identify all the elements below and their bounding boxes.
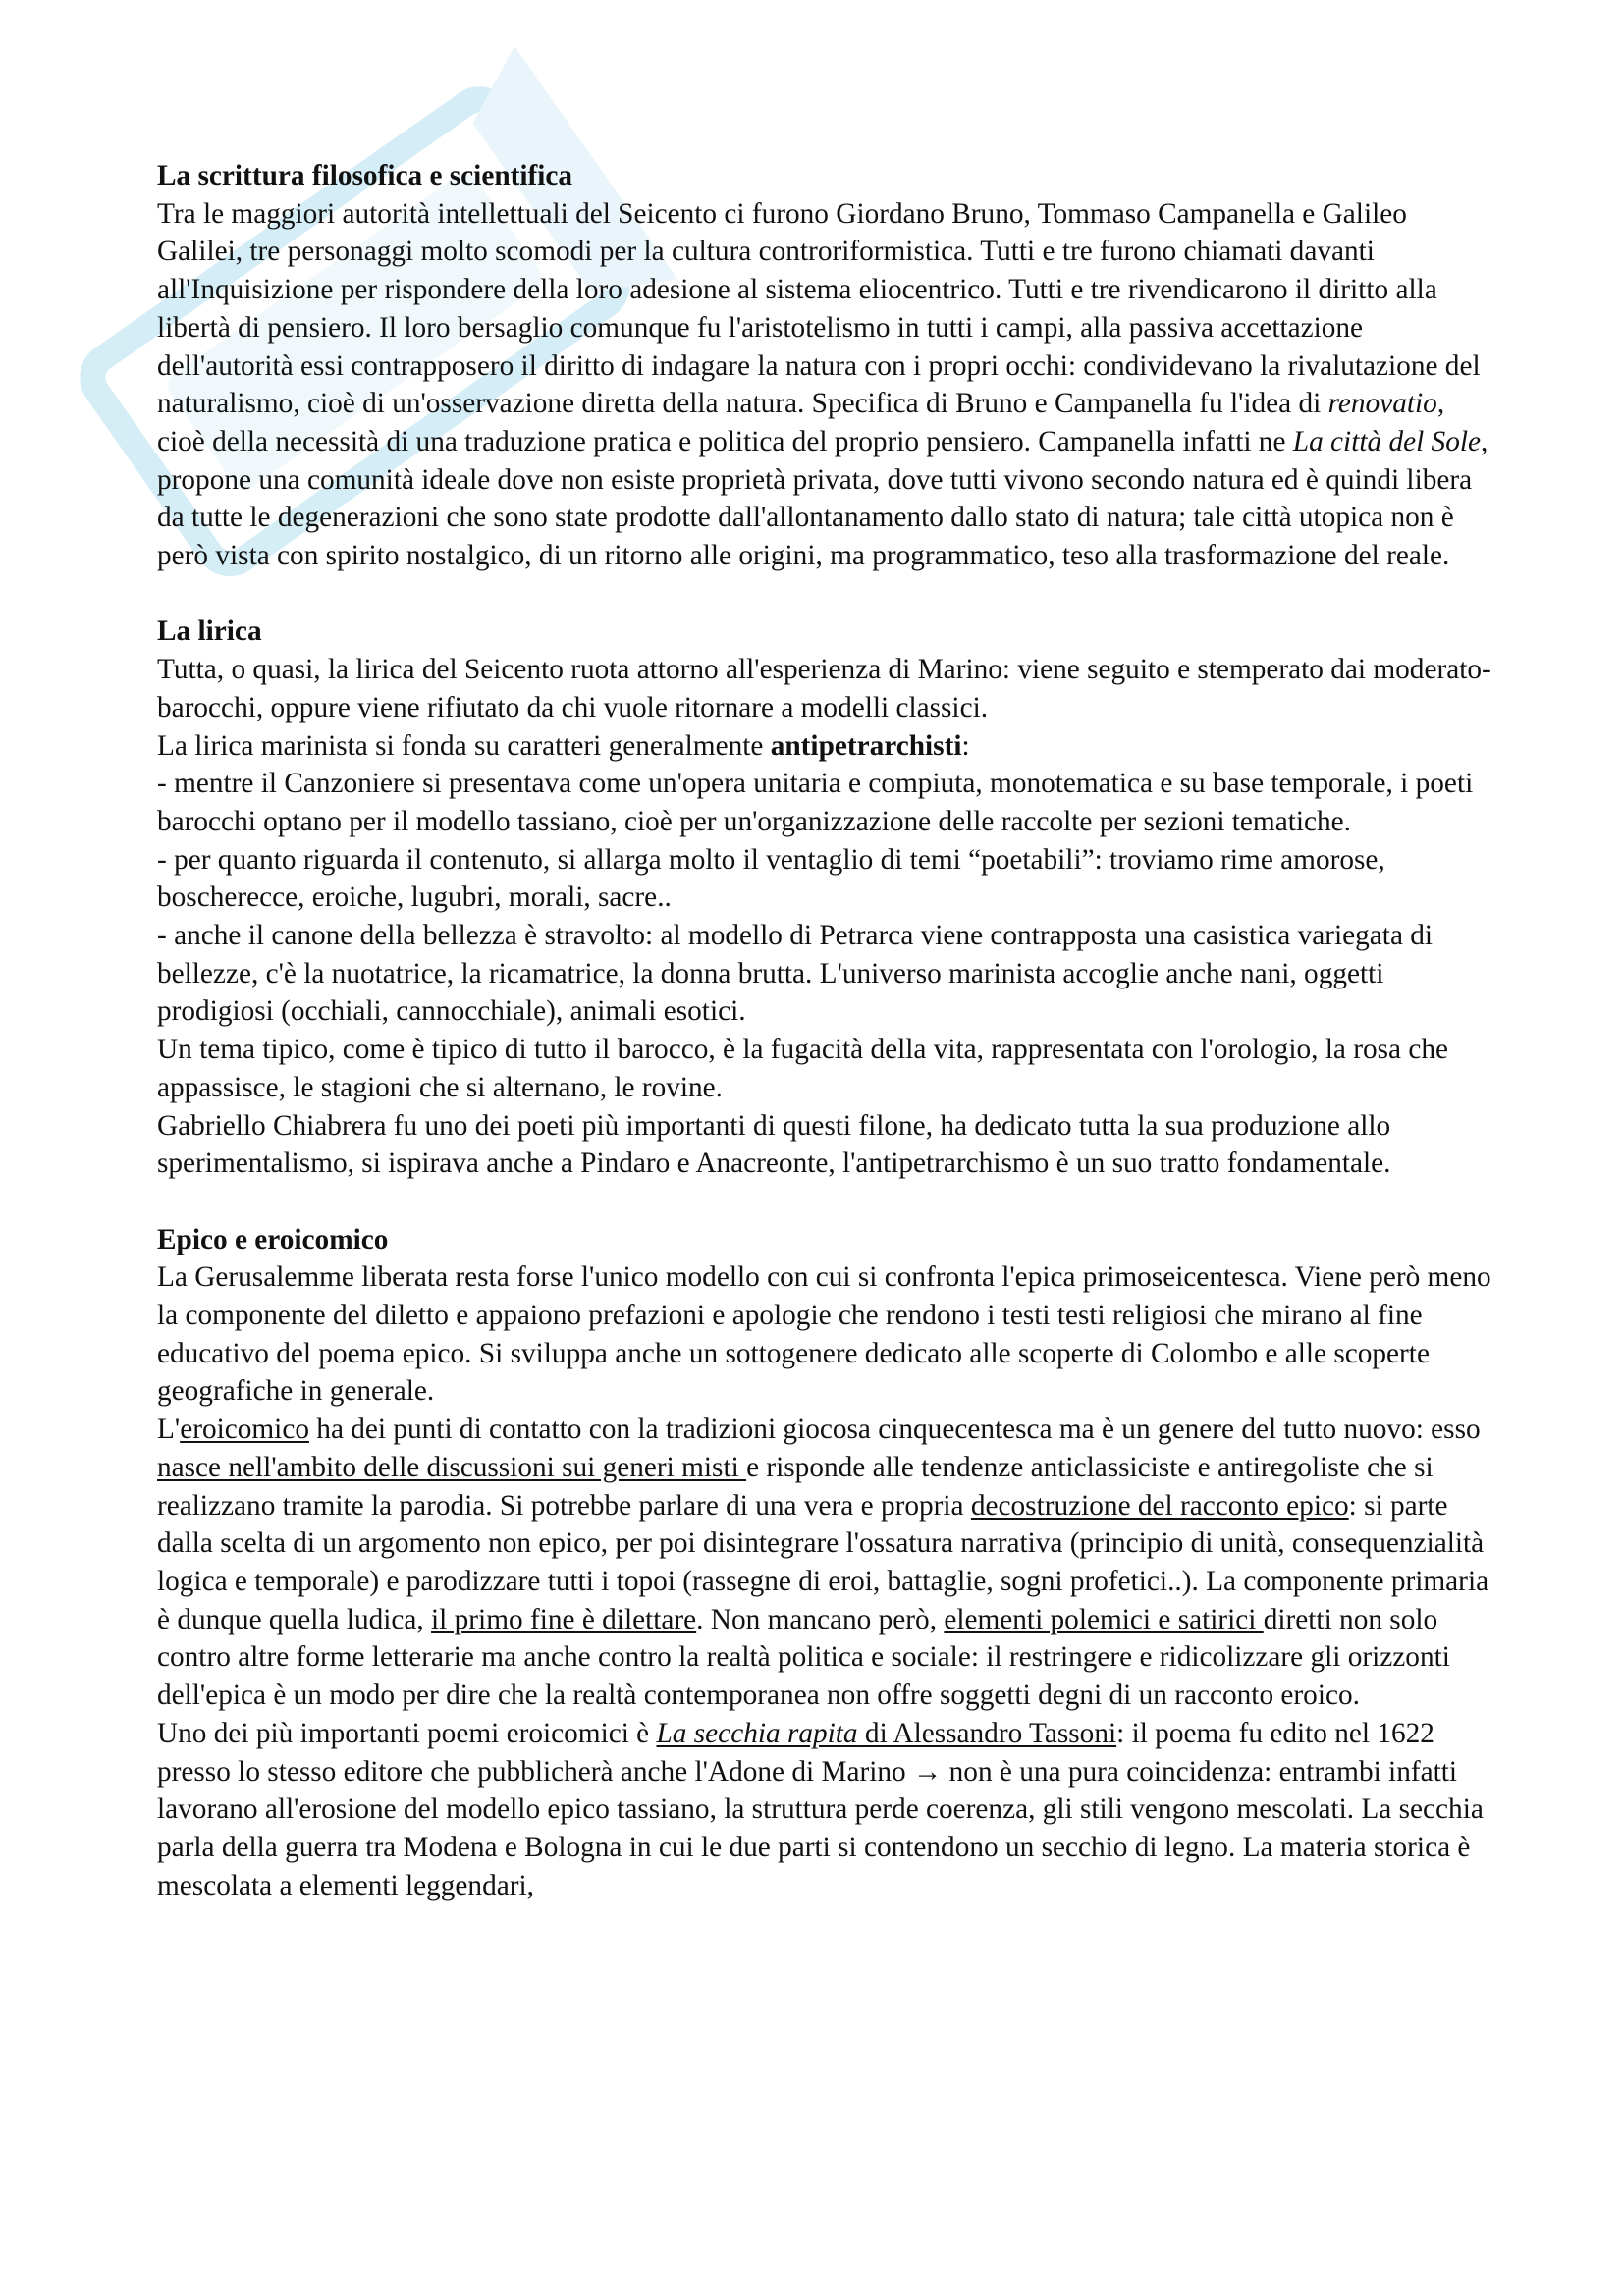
paragraph: - anche il canone della bellezza è stravolto: al modello di Petrarca viene contrapposta una casistica variegata di bellezze, c'è la nuotatrice, la ricamatrice, la donna brutta. L'universo marinista accoglie anche nani, oggetti prodigiosi (occhiali, cannocchiale), animali esotici. xyxy=(157,920,1434,1028)
section-title: La lirica xyxy=(157,615,262,648)
document-page xyxy=(157,157,1492,1943)
paragraph: Un tema tipico, come è tipico di tutto il barocco, è la fugacità della vita, rappresentata con l'orologio, la rosa che appassisce, le stagioni che si alternano, le rovine. xyxy=(157,1034,1449,1103)
paragraph: La Gerusalemme liberata resta forse l'unico modello con cui si confronta l'epica primoseicentesca. Viene però meno la componente del diletto e appaiono prefazioni e apologie che rendono i testi testi religiosi che mirano al fine educativo del poema epico. Si sviluppa anche un sottogenere dedicato alle scoperte di Colombo e alle scoperte geografiche in generale. xyxy=(157,1261,1491,1408)
paragraph: - per quanto riguarda il contenuto, si allarga molto il ventaglio di temi “poetabili”: troviamo rime amorose, boscherecce, eroiche, lugubri, morali, sacre.. xyxy=(157,843,1385,914)
section-scrittura-filosofica xyxy=(157,157,1492,575)
paragraph: Gabriello Chiabrera fu uno dei poeti più importanti di questi filone, ha dedicato tutta la sua produzione allo sperimentalismo, si ispirava anche a Pindaro e Anacreonte, l'antipetrarchismo è un suo tratto fondamentale. xyxy=(157,1109,1391,1180)
paragraph: Tutta, o quasi, la lirica del Seicento ruota attorno all'esperienza di Marino: viene seguito e stemperato dai moderato-barocchi, oppure viene rifiutato da chi vuole ritornare a modelli classici. xyxy=(157,654,1491,723)
paragraph: Uno dei più importanti poemi eroicomici è La secchia rapita di Alessandro Tassoni: il poema fu edito nel 1622 presso lo stesso editore che pubblicherà anche l'Adone di Marino → non è una pura coincidenza: entrambi infatti lavorano all'erosione del modello epico tassiano, la struttura perde coerenza, gli stili vengono mescolati. La secchia parla della guerra tra Modena e Bologna in cui le due parti si contendono un secchio di legno. La materia storica è mescolata a elementi leggendari, xyxy=(157,1717,1484,1901)
paragraph: - mentre il Canzoniere si presentava come un'opera unitaria e compiuta, monotematica e su base temporale, i poeti barocchi optano per il modello tassiano, cioè per un'organizzazione delle raccolte per sezioni tematiche. xyxy=(157,768,1474,837)
paragraph: Tra le maggiori autorità intellettuali del Seicento ci furono Giordano Bruno, Tommaso Campanella e Galileo Galilei, tre personaggi molto scomodi per la cultura controriformistica. Tutti e tre furono chiamati davanti all'Inquisizione per rispondere della loro adesione al sistema eliocentrico. Tutti e tre rivendicarono il diritto alla libertà di pensiero. Il loro bersaglio comunque fu l'aristotelismo in tutti i campi, alla passiva accettazione dell'autorità essi contrapposero il diritto di indagare la natura con i propri occhi: condividevano la rivalutazione del naturalismo, cioè di un'osservazione diretta della natura. Specifica di Bruno e Campanella fu l'idea di renovatio, cioè della necessità di una traduzione pratica e politica del proprio pensiero. Campanella infatti ne La città del Sole, propone una comunità ideale dove non esiste proprietà privata, dove tutti vivono secondo natura ed è quindi libera da tutte le degenerazioni che sono state prodotte dall'allontanamento dallo stato di natura; tale città utopica non è però vista con spirito nostalgico, di un ritorno alle origini, ma programmatico, teso alla trasformazione del reale. xyxy=(157,197,1488,572)
section-lirica xyxy=(157,613,1492,1183)
section-title: La scrittura filosofica e scientifica xyxy=(157,160,573,191)
paragraph: La lirica marinista si fonda su caratteri generalmente antipetrarchisti: xyxy=(157,729,970,762)
section-title: Epico e eroicomico xyxy=(157,1223,389,1255)
section-epico-eroicomico xyxy=(157,1221,1492,1905)
paragraph: L'eroicomico ha dei punti di contatto con la tradizioni giocosa cinquecentesca ma è un genere del tutto nuovo: esso nasce nell'ambito delle discussioni sui generi misti e risponde alle tendenze anticlassiciste e antiregoliste che si realizzano tramite la parodia. Si potrebbe parlare di una vera e propria decostruzione del racconto epico: si parte dalla scelta di un argomento non epico, per poi disintegrare l'ossatura narrativa (principio di unità, consequenzialità logica e temporale) e parodizzare tutti i topoi (rassegne di eroi, battaglie, sogni profetici..). La componente primaria è dunque quella ludica, il primo fine è dilettare. Non mancano però, elementi polemici e satirici diretti non solo contro altre forme letterarie ma anche contro la realtà politica e sociale: il restringere e ridicolizzare gli orizzonti dell'epica è un modo per dire che la realtà contemporanea non offre soggetti degni di un racconto eroico. xyxy=(157,1414,1489,1712)
